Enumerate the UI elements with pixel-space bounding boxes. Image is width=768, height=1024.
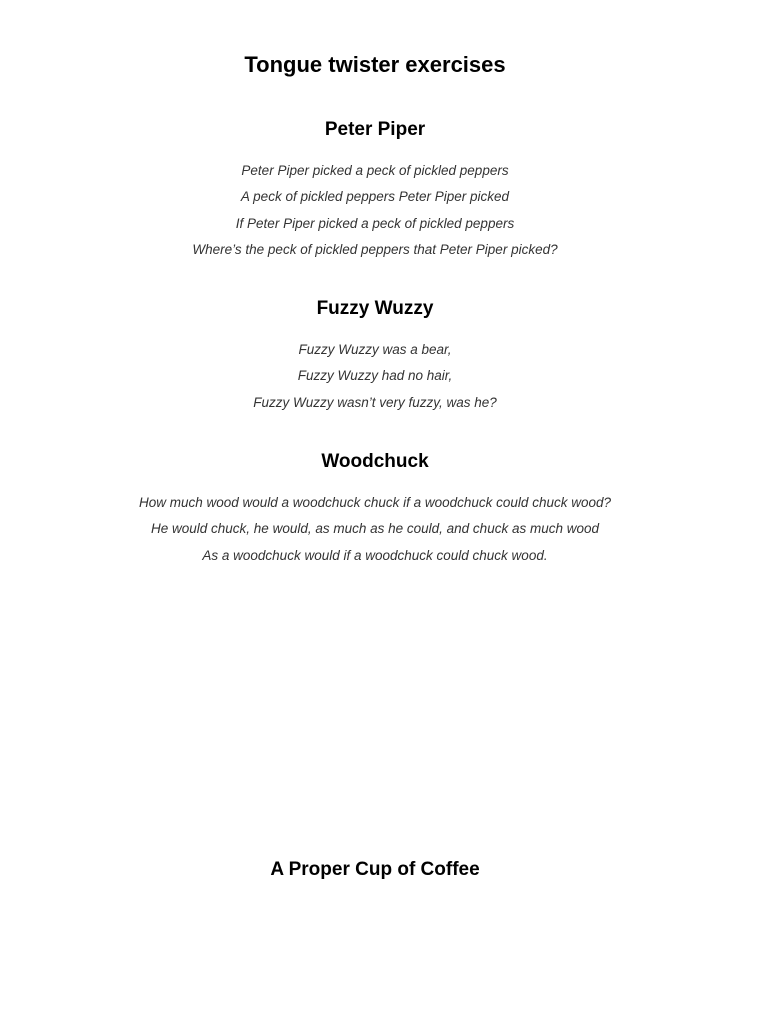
poem-line: Fuzzy Wuzzy had no hair, xyxy=(297,368,453,384)
poem-line: How much wood would a woodchuck chuck if a woodchuck could chuck wood? xyxy=(138,495,611,510)
poem-woodchuck xyxy=(0,490,750,569)
page-title: Tongue twister exercises xyxy=(244,52,506,77)
poem-fuzzy-wuzzy xyxy=(0,337,750,416)
poem-line: Fuzzy Wuzzy was a bear, xyxy=(298,342,452,357)
poem-line: Peter Piper picked a peck of pickled peppers xyxy=(241,163,509,178)
section-heading-fuzzy-wuzzy: Fuzzy Wuzzy xyxy=(316,298,434,319)
section-heading-proper-cup-of-coffee: A Proper Cup of Coffee xyxy=(270,859,480,880)
section-heading-woodchuck: Woodchuck xyxy=(321,451,429,472)
poem-line: A peck of pickled peppers Peter Piper picked xyxy=(240,189,510,205)
poem-peter-piper xyxy=(0,158,750,263)
poem-line: If Peter Piper picked a peck of pickled peppers xyxy=(235,215,515,231)
poem-line: Fuzzy Wuzzy wasn’t very fuzzy, was he? xyxy=(253,394,497,410)
poem-line: As a woodchuck would if a woodchuck could chuck wood. xyxy=(202,547,548,563)
poem-line: Where’s the peck of pickled peppers that Peter Piper picked? xyxy=(192,241,558,257)
section-heading-peter-piper: Peter Piper xyxy=(324,119,426,140)
poem-line: He would chuck, he would, as much as he could, and chuck as much wood xyxy=(151,521,599,537)
